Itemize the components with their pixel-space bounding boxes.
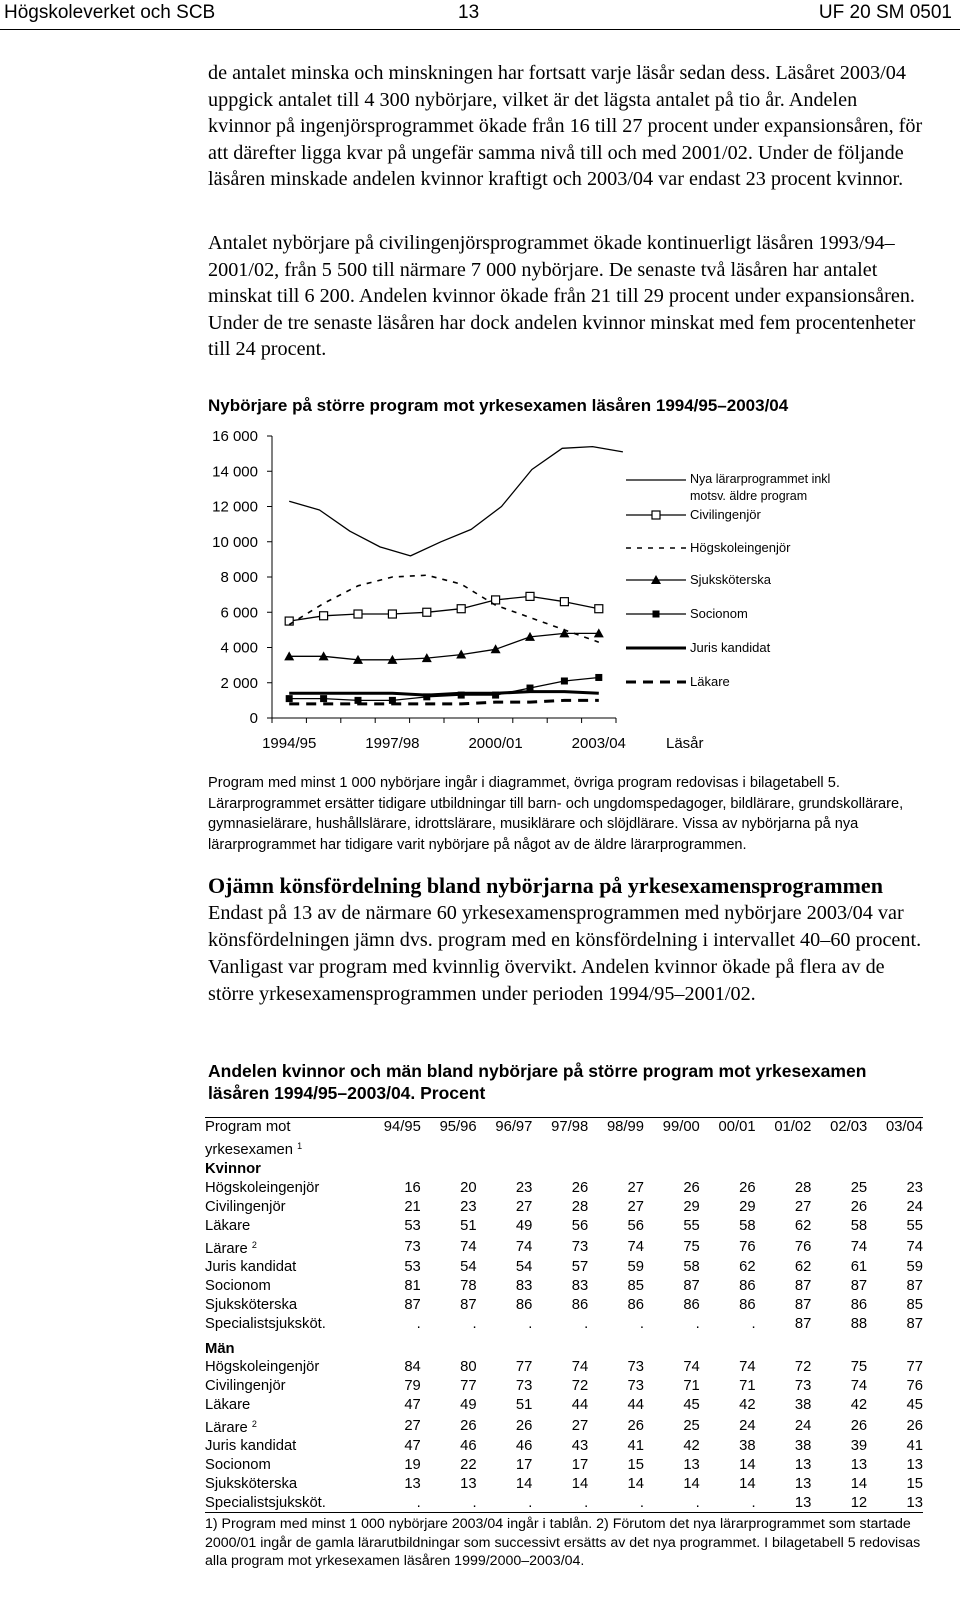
legend-label-juris: Juris kandidat <box>690 640 771 655</box>
table-cell: . <box>639 1315 644 1332</box>
table-cell: 23 <box>460 1199 477 1216</box>
table-cell: 87 <box>794 1277 812 1294</box>
table-cell: 26 <box>627 1417 644 1434</box>
program-name: Civilingenjör <box>205 1378 286 1395</box>
table-cell: 87 <box>404 1296 421 1313</box>
table-cell: 26 <box>739 1180 756 1197</box>
table-cell: . <box>751 1494 756 1511</box>
table-cell: 13 <box>460 1475 477 1492</box>
report-id: UF 20 SM 0501 <box>818 2 952 23</box>
table-cell: 26 <box>906 1417 923 1434</box>
table-cell: 27 <box>627 1199 644 1216</box>
table-cell: 13 <box>906 1457 923 1474</box>
table-cell: 87 <box>794 1296 812 1313</box>
table-cell: 74 <box>460 1238 477 1255</box>
table-cell: 88 <box>850 1315 868 1332</box>
row-label <box>205 1179 365 1198</box>
table-cell: 14 <box>850 1475 868 1492</box>
section-paragraph: Endast på 13 av de närmare 60 yrkesexamensprogrammen med nybörjare 2003/04 var könsfördelningen jämn dvs. program med en könsfördelning i intervallet 40–60 procent. Vanligast var program med kvinnlig övervikt. Andelen kvinnor ökade på flera av de större yrkesexamensprogrammen under perioden 1994/95–2001/02. <box>208 902 922 1005</box>
series-line-lakare <box>289 700 599 704</box>
y-tick-label: 16 000 <box>212 428 258 445</box>
table-cell: 17 <box>571 1457 589 1474</box>
men-section <box>205 1333 923 1513</box>
table-cell: 38 <box>739 1438 756 1455</box>
legend-label-teacher: Nya lärarprogrammet inkl motsv. äldre program <box>690 472 831 503</box>
table-cell: 58 <box>739 1218 756 1235</box>
men-section-header <box>205 1333 923 1358</box>
program-name: Läkare <box>205 1218 251 1235</box>
program-name: Juris kandidat <box>205 1438 297 1455</box>
table-row <box>205 1456 923 1475</box>
table-cell: 74 <box>683 1359 700 1376</box>
row-label <box>205 1198 365 1217</box>
table-cell: 14 <box>739 1475 756 1492</box>
table-cell: 44 <box>571 1397 589 1414</box>
row-label <box>205 1358 365 1377</box>
table-cell: 81 <box>404 1277 421 1294</box>
column-header: 97/98 <box>551 1119 589 1135</box>
x-tick-label: 2000/01 <box>468 735 523 752</box>
legend-marker-civilingenjor <box>652 511 660 519</box>
table-cell: 45 <box>906 1397 923 1414</box>
women-section-header <box>205 1160 923 1179</box>
table-cell: 87 <box>683 1277 700 1294</box>
table-cell: 59 <box>906 1259 923 1275</box>
page-number: 13 <box>458 2 480 23</box>
table-cell: . <box>528 1494 533 1511</box>
table-row <box>205 1358 923 1377</box>
women-section-label: Kvinnor <box>205 1161 261 1178</box>
table-cell: 86 <box>850 1296 868 1313</box>
table-cell: 14 <box>515 1475 533 1492</box>
data-point-civilingenjor <box>526 592 534 600</box>
y-tick-label: 8 000 <box>220 569 258 586</box>
row-label <box>205 1474 365 1493</box>
table-cell: 24 <box>739 1417 756 1434</box>
data-point-civilingenjor <box>320 612 328 620</box>
table-cell: 74 <box>571 1359 589 1376</box>
table-cell: 73 <box>627 1359 644 1376</box>
table-cell: 87 <box>794 1315 812 1332</box>
table-cell: 24 <box>794 1417 812 1434</box>
table-cell: 42 <box>850 1397 868 1414</box>
row-label <box>205 1493 365 1512</box>
x-tick-label: 2003/04 <box>571 735 626 752</box>
table-cell: . <box>416 1494 421 1511</box>
row-label <box>205 1456 365 1475</box>
data-point-socionom <box>286 695 293 702</box>
table-row <box>205 1437 923 1456</box>
table-cell: 78 <box>460 1277 477 1294</box>
gender-share-table <box>205 1117 923 1571</box>
table-cell: 85 <box>906 1296 923 1313</box>
table-cell: 86 <box>627 1296 644 1313</box>
table-cell: . <box>584 1315 589 1332</box>
table-cell: 51 <box>515 1397 533 1414</box>
table-row <box>205 1295 923 1314</box>
table-cell: 28 <box>571 1199 589 1216</box>
table-cell: 44 <box>627 1397 644 1414</box>
table-cell: 29 <box>739 1199 756 1216</box>
program-name: Civilingenjör <box>205 1199 286 1216</box>
program-name: Sjuksköterska <box>205 1475 298 1492</box>
table-cell: 27 <box>794 1199 812 1216</box>
header-publisher: Högskoleverket och SCB <box>4 2 216 23</box>
data-point-civilingenjor <box>457 605 465 613</box>
table-cell: 14 <box>627 1475 644 1492</box>
table-cell: 86 <box>739 1296 756 1313</box>
table-cell: 62 <box>739 1259 756 1275</box>
column-header: 98/99 <box>606 1119 644 1135</box>
table-cell: 26 <box>460 1417 477 1434</box>
table-cell: 51 <box>460 1218 477 1235</box>
table-cell: 87 <box>850 1277 868 1294</box>
table-cell: . <box>472 1315 477 1332</box>
table-cell: 38 <box>794 1397 812 1414</box>
legend-marker-socionom <box>653 611 660 618</box>
table-cell: 73 <box>404 1238 421 1255</box>
row-label <box>205 1415 365 1437</box>
table-cell: 86 <box>739 1277 756 1294</box>
column-header: 96/97 <box>495 1119 533 1135</box>
table-row <box>205 1198 923 1217</box>
table-cell: 15 <box>627 1457 644 1474</box>
row-label <box>205 1377 365 1396</box>
row-label <box>205 1258 365 1277</box>
table-cell: 15 <box>906 1475 923 1492</box>
column-header: 00/01 <box>718 1119 756 1135</box>
legend-label-sjukskoterska: Sjuksköterska <box>690 572 771 587</box>
data-point-civilingenjor <box>388 610 396 618</box>
table-cell: 20 <box>460 1180 477 1197</box>
column-header: 99/00 <box>662 1119 700 1135</box>
data-point-civilingenjor <box>560 598 568 606</box>
data-point-socionom <box>320 695 327 702</box>
table-cell: . <box>472 1494 477 1511</box>
table-cell: 74 <box>906 1238 923 1255</box>
table-cell: 74 <box>627 1238 644 1255</box>
table-cell: 77 <box>460 1378 477 1395</box>
header-rule <box>0 29 960 30</box>
table-cell: 74 <box>850 1238 868 1255</box>
table-cell: 19 <box>404 1457 421 1474</box>
row-label <box>205 1437 365 1456</box>
table-cell: 26 <box>850 1199 868 1216</box>
line-chart <box>200 420 940 780</box>
table-cell: 49 <box>460 1397 477 1414</box>
table-cell: 45 <box>683 1397 700 1414</box>
program-name: Socionom <box>205 1457 271 1474</box>
table-cell: . <box>751 1315 756 1332</box>
table-row <box>205 1415 923 1437</box>
table-cell: 29 <box>683 1199 700 1216</box>
table-cell: 75 <box>850 1359 868 1376</box>
program-name: Juris kandidat <box>205 1259 297 1275</box>
body-paragraph-2: Antalet nybörjare på civilingenjörsprogrammet ökade kontinuerligt läsåren 1993/94–2001/02, från 5 500 till närmare 7 000 nybörjare. De senaste två läsåren har antalet minskat till 6 200. Andelen kvinnor ökade från 21 till 29 procent under expansionsåren. Under de tre senaste läsåren har dock andelen kvinnor minskat med fem procentenheter till 24 procent. <box>208 232 916 360</box>
table-cell: 17 <box>515 1457 533 1474</box>
y-tick-label: 4 000 <box>220 639 258 657</box>
chart-note: Program med minst 1 000 nybörjare ingår i diagrammet, övriga program redovisas i bilagetabell 5. Lärarprogrammet ersätter tidigare utbildningar till barn- och ungdomspedagoger, bildlärare, grundskollärare, gymnasielärare, hushållslärare, idrottslärare, musiklärare och slöjdlärare. Vissa av nybörjarna på nya lärarprogrammet har tidigare varit nybörjare på något av de äldre lärarprogrammen. <box>208 775 904 853</box>
page-header <box>0 0 960 30</box>
program-name: Läkare <box>205 1397 251 1414</box>
table-cell: 76 <box>906 1378 923 1395</box>
table-cell: 53 <box>404 1218 421 1235</box>
program-name: Socionom <box>205 1277 271 1294</box>
table-row <box>205 1276 923 1295</box>
corner-header <box>205 1118 365 1161</box>
table-cell: 13 <box>850 1457 868 1474</box>
table-cell: 83 <box>571 1277 589 1294</box>
table-cell: 26 <box>850 1417 868 1434</box>
table-cell: 77 <box>906 1359 923 1376</box>
table-cell: 86 <box>515 1296 533 1313</box>
table-cell: 62 <box>794 1259 812 1275</box>
x-tick-label: 1994/95 <box>262 735 317 752</box>
row-label <box>205 1314 365 1333</box>
table-cell: 13 <box>794 1494 812 1511</box>
table-cell: 76 <box>794 1238 812 1255</box>
table-cell: 56 <box>571 1218 589 1235</box>
table-cell: 23 <box>515 1180 533 1197</box>
table-cell: 46 <box>515 1438 533 1455</box>
x-tick-label: 1997/98 <box>365 735 420 752</box>
table-cell: 41 <box>627 1438 644 1455</box>
data-point-socionom <box>595 674 602 681</box>
table-cell: 73 <box>515 1378 533 1395</box>
program-name: Sjuksköterska <box>205 1296 298 1313</box>
y-tick-label: 10 000 <box>212 533 258 551</box>
table-cell: 79 <box>404 1378 421 1395</box>
table-row <box>205 1217 923 1236</box>
table-cell: 77 <box>515 1359 533 1376</box>
table-cell: . <box>695 1494 700 1511</box>
legend-label-hogskoleingenjor: Högskoleingenjör <box>690 540 791 555</box>
table-cell: 41 <box>906 1438 923 1455</box>
table-row <box>205 1179 923 1198</box>
table-title: Andelen kvinnor och män bland nybörjare på större program mot yrkesexamen läsåren 1994/95–2003/04. Procent <box>208 1061 867 1103</box>
table-row <box>205 1474 923 1493</box>
data-point-sjukskoterska <box>491 644 501 653</box>
table-cell: 87 <box>906 1277 923 1294</box>
table-cell: 83 <box>515 1277 533 1294</box>
table-cell: 47 <box>404 1438 421 1455</box>
row-label <box>205 1295 365 1314</box>
table-cell: 13 <box>683 1457 700 1474</box>
table-cell: 14 <box>683 1475 700 1492</box>
table-cell: . <box>695 1315 700 1332</box>
table-cell: . <box>639 1494 644 1511</box>
table-cell: 39 <box>850 1438 868 1455</box>
table-cell: 42 <box>683 1438 700 1455</box>
data-point-civilingenjor <box>423 608 431 616</box>
table-cell: 14 <box>739 1457 756 1474</box>
table-cell: 87 <box>906 1315 923 1332</box>
series-line-juris <box>289 692 599 696</box>
table-row <box>205 1236 923 1258</box>
table-cell: 26 <box>515 1417 533 1434</box>
program-name: Lärare <box>205 1419 248 1436</box>
table-cell: 27 <box>404 1417 421 1434</box>
table-cell: 59 <box>627 1259 644 1275</box>
body-paragraph-1: de antalet minska och minskningen har fortsatt varje läsår sedan dess. Läsåret 2003/04 uppgick antalet till 4 300 nybörjare, vilket är det lägsta antalet på tio år. Andelen kvinnor på ingenjörsprogrammet ökade från 16 till 27 procent under expansionsåren, för att därefter ligga kvar på ungefär samma nivå till och med 2001/02. Under de följande läsåren minskade andelen kvinnor kraftigt och 2003/04 var endast 23 procent kvinnor. <box>208 62 923 190</box>
chart-title: Nybörjare på större program mot yrkesexamen läsåren 1994/95–2003/04 <box>208 396 789 415</box>
table-cell: 80 <box>460 1359 477 1376</box>
y-tick-label: 0 <box>249 710 258 727</box>
table-cell: . <box>416 1315 421 1332</box>
table-cell: 71 <box>739 1378 756 1395</box>
column-header: 94/95 <box>383 1119 421 1135</box>
table-cell: 74 <box>739 1359 756 1376</box>
section-heading: Ojämn könsfördelning bland nybörjarna på yrkesexamensprogrammen <box>208 873 883 898</box>
table-cell: 84 <box>404 1359 421 1376</box>
table-cell: 55 <box>683 1218 700 1235</box>
table-cell: 85 <box>627 1277 644 1294</box>
x-axis-label: Läsår <box>666 735 704 752</box>
table-row <box>205 1314 923 1333</box>
men-section-label: Män <box>205 1340 235 1357</box>
series-line-teacher <box>289 447 623 556</box>
table-cell: 13 <box>794 1475 812 1492</box>
table-row <box>205 1258 923 1277</box>
table-row <box>205 1493 923 1512</box>
table-cell: 73 <box>794 1378 812 1395</box>
table-cell: 54 <box>460 1259 477 1275</box>
y-tick-label: 12 000 <box>212 498 258 516</box>
table-cell: 27 <box>627 1180 644 1197</box>
table-cell: . <box>528 1315 533 1332</box>
program-name: Specialistsjuksköt. <box>205 1315 326 1332</box>
table-cell: 38 <box>794 1438 812 1455</box>
y-tick-label: 2 000 <box>220 674 258 692</box>
y-tick-label: 14 000 <box>212 463 258 481</box>
program-name: Högskoleingenjör <box>205 1359 320 1376</box>
column-header: 01/02 <box>774 1119 812 1135</box>
corner-footnote-ref: 1 <box>297 1141 303 1151</box>
row-label <box>205 1396 365 1415</box>
table-cell: 49 <box>515 1218 533 1235</box>
table-header-row <box>205 1118 923 1161</box>
data-point-civilingenjor <box>354 610 362 618</box>
table-cell: 46 <box>460 1438 477 1455</box>
table-cell: 74 <box>515 1238 533 1255</box>
table-cell: 23 <box>906 1180 923 1197</box>
table-cell: . <box>584 1494 589 1511</box>
table-cell: 13 <box>906 1494 923 1511</box>
column-header: 95/96 <box>439 1119 477 1135</box>
table-cell: 55 <box>906 1218 923 1235</box>
table-cell: 74 <box>850 1378 868 1395</box>
table-cell: 21 <box>404 1199 421 1216</box>
program-name: Högskoleingenjör <box>205 1180 320 1197</box>
table-cell: 14 <box>571 1475 589 1492</box>
table-cell: 27 <box>515 1199 533 1216</box>
table-cell: 25 <box>683 1417 700 1434</box>
table-cell: 43 <box>571 1438 589 1455</box>
table-cell: 87 <box>460 1296 477 1313</box>
row-label <box>205 1217 365 1236</box>
table-cell: 28 <box>794 1180 812 1197</box>
series-line-socionom <box>289 678 599 701</box>
table-cell: 42 <box>739 1397 756 1414</box>
series-line-hogskoleingenjor <box>289 575 599 642</box>
legend-label-socionom: Socionom <box>690 606 748 621</box>
table-cell: 72 <box>794 1359 812 1376</box>
table-cell: 27 <box>571 1417 589 1434</box>
table-cell: 26 <box>571 1180 589 1197</box>
table-cell: 56 <box>627 1218 644 1235</box>
row-label <box>205 1236 365 1258</box>
table-cell: 86 <box>683 1296 700 1313</box>
table-cell: 25 <box>850 1180 868 1197</box>
table-cell: 62 <box>794 1218 812 1235</box>
corner-label: Program mot yrkesexamen <box>205 1119 293 1158</box>
footnote-ref: 2 <box>251 1239 257 1250</box>
legend-label-lakare: Läkare <box>690 674 730 689</box>
program-name: Lärare <box>205 1240 248 1257</box>
column-header: 02/03 <box>830 1119 868 1135</box>
table-cell: 58 <box>683 1259 700 1275</box>
table-cell: 13 <box>404 1475 421 1492</box>
table-cell: 58 <box>850 1218 868 1235</box>
table-cell: 76 <box>739 1238 756 1255</box>
women-section <box>205 1160 923 1333</box>
series-line-civilingenjor <box>289 596 599 621</box>
table-footnote: 1) Program med minst 1 000 nybörjare 2003/04 ingår i tablån. 2) Förutom det nya lärarprogrammet som startade 2000/01 ingår de gamla lärarutbildningar som successivt ersätts av det nya programmet. I bilagetabell 5 redovisas alla program mot yrkesexamen läsåren 1999/2000–2003/04. <box>205 1513 923 1571</box>
table-cell: 86 <box>571 1296 589 1313</box>
table-row <box>205 1396 923 1415</box>
table-cell: 16 <box>404 1180 421 1197</box>
table-cell: 54 <box>515 1259 533 1275</box>
table-cell: 71 <box>683 1378 700 1395</box>
table-cell: 61 <box>850 1259 868 1275</box>
table-footnote-row <box>205 1513 923 1571</box>
table-cell: 75 <box>683 1238 700 1255</box>
data-point-socionom <box>561 677 568 684</box>
table-cell: 26 <box>683 1180 700 1197</box>
table-cell: 73 <box>571 1238 589 1255</box>
table-cell: 47 <box>404 1397 421 1414</box>
footnote-ref: 2 <box>251 1418 257 1429</box>
y-tick-label: 6 000 <box>220 604 258 622</box>
table-cell: 72 <box>571 1378 589 1395</box>
series-line-sjukskoterska <box>289 633 599 659</box>
data-point-civilingenjor <box>595 605 603 613</box>
column-header: 03/04 <box>885 1119 923 1135</box>
program-name: Specialistsjuksköt. <box>205 1494 326 1511</box>
table-cell: 53 <box>404 1259 421 1275</box>
table-cell: 24 <box>906 1199 923 1216</box>
table-cell: 57 <box>571 1259 589 1275</box>
legend-label-civilingenjor: Civilingenjör <box>690 507 761 522</box>
table-cell: 13 <box>794 1457 812 1474</box>
table-cell: 22 <box>460 1457 477 1474</box>
table-cell: 12 <box>850 1494 868 1511</box>
table-row <box>205 1377 923 1396</box>
table-cell: 73 <box>627 1378 644 1395</box>
row-label <box>205 1276 365 1295</box>
